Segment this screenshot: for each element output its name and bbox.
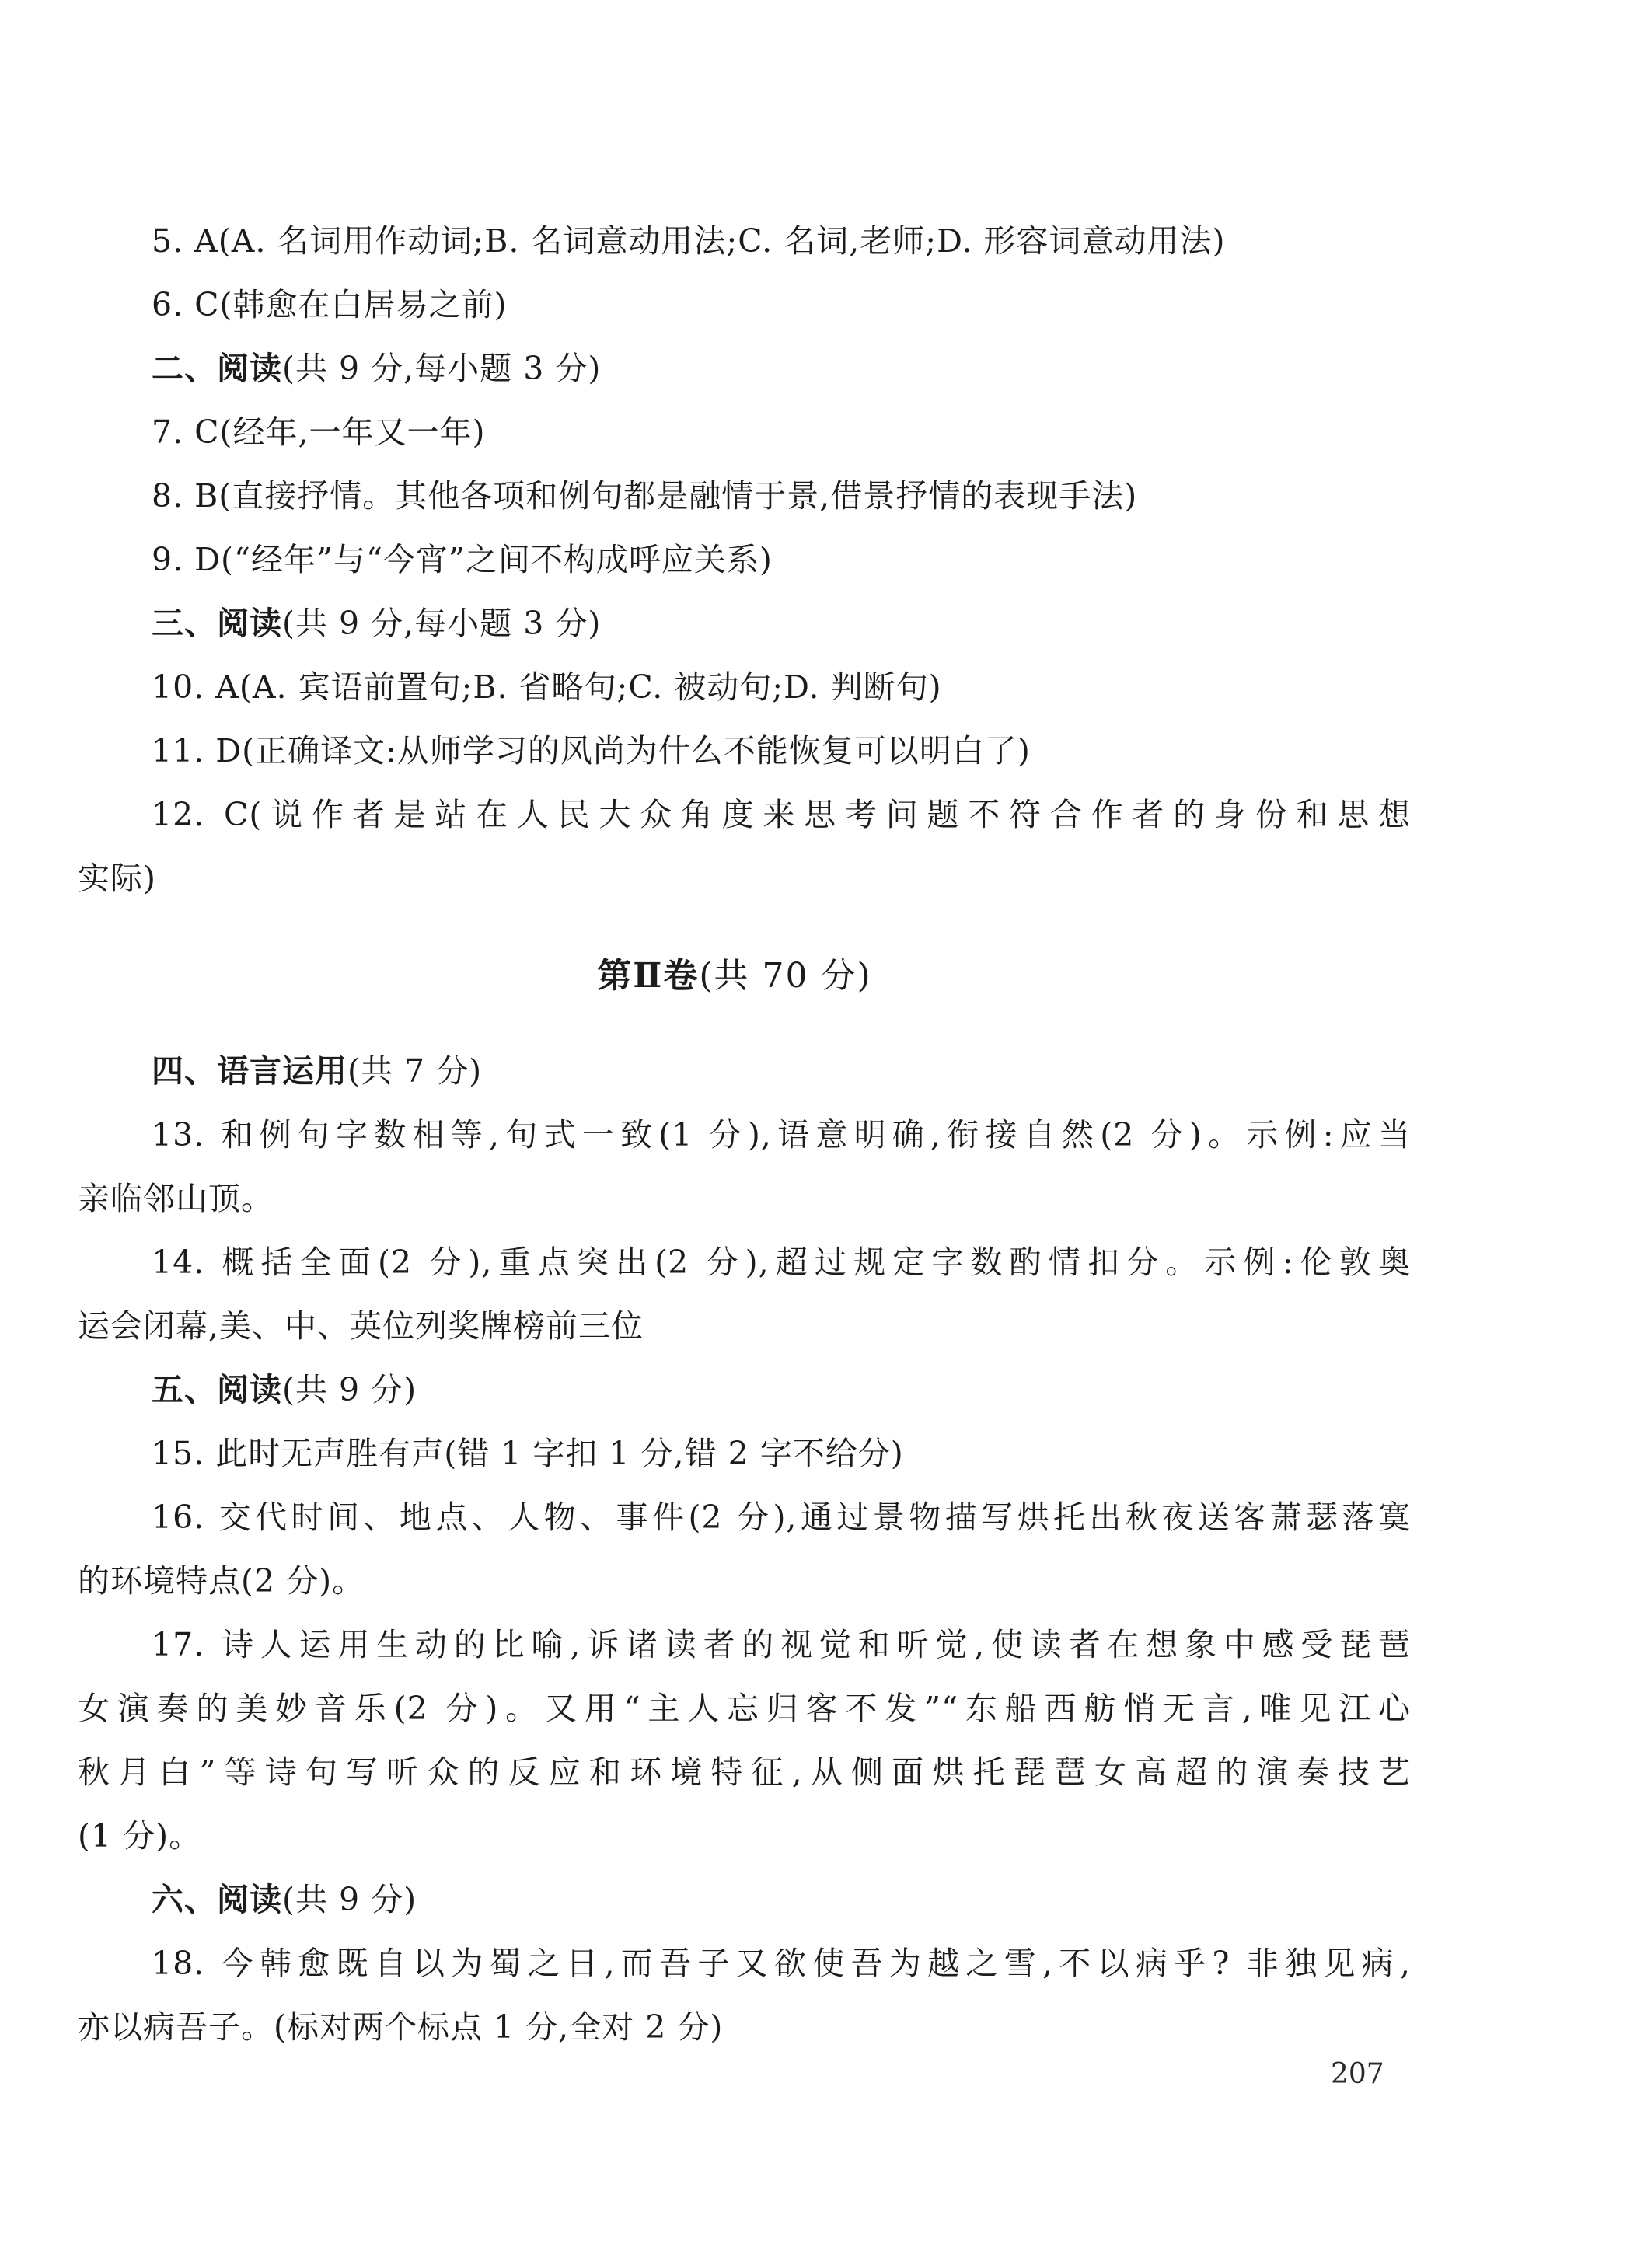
- answer-q6: 6. C(韩愈在白居易之前): [152, 286, 508, 323]
- section-heading-part4-score: (共 7 分): [347, 1052, 483, 1090]
- answer-q18-line2: 亦以病吾子。(标对两个标点 1 分,全对 2 分): [78, 2008, 724, 2046]
- section-heading-part5-score: (共 9 分): [282, 1371, 417, 1408]
- section-heading-part3-title: 三、阅读: [152, 605, 282, 642]
- answer-q15: 15. 此时无声胜有声(错 1 字扣 1 分,错 2 字不给分): [152, 1435, 904, 1472]
- answer-q18-line1: 18. 今韩愈既自以为蜀之日,而吾子又欲使吾为越之雪,不以病乎? 非独见病,: [152, 1945, 1411, 1982]
- answer-q12-line1: 12. C(说作者是站在人民大众角度来思考问题不符合作者的身份和思想: [152, 796, 1411, 833]
- answer-q11: 11. D(正确译文:从师学习的风尚为什么不能恢复可以明白了): [152, 732, 1031, 769]
- section-heading-part2-title: 二、阅读: [152, 350, 282, 387]
- section-heading-part4: [152, 1049, 1411, 1093]
- answer-q17-line3: 秋月白”等诗句写听众的反应和环境特征,从侧面烘托琵琶女高超的演奏技艺: [78, 1753, 1411, 1791]
- section-heading-part3-score: (共 9 分,每小题 3 分): [282, 605, 602, 642]
- answer-q5: 5. A(A. 名词用作动词;B. 名词意动用法;C. 名词,老师;D. 形容词意动用法): [152, 222, 1226, 260]
- section-heading-part6: [152, 1878, 1411, 1921]
- answer-q10: 10. A(A. 宾语前置句;B. 省略句;C. 被动句;D. 判断句): [152, 668, 942, 706]
- section-heading-part4-title: 四、语言运用: [152, 1052, 347, 1090]
- answer-q14-line2: 运会闭幕,美、中、英位列奖牌榜前三位: [78, 1307, 644, 1345]
- section-heading-part5: [152, 1368, 1411, 1411]
- answer-q12-line2: 实际): [78, 860, 156, 897]
- answer-q17-line2: 女演奏的美妙音乐(2 分)。又用“主人忘归客不发”“东船西舫悄无言,唯见江心: [78, 1690, 1411, 1727]
- answer-q13-line2: 亲临邻山顶。: [78, 1180, 274, 1217]
- volume-2-title: [0, 953, 1469, 1000]
- answer-q14-line1: 14. 概括全面(2 分),重点突出(2 分),超过规定字数酌情扣分。示例:伦敦奥: [152, 1244, 1411, 1281]
- section-heading-part5-title: 五、阅读: [152, 1371, 282, 1408]
- answer-q7: 7. C(经年,一年又一年): [152, 413, 486, 451]
- volume-2-title-score: (共 70 分): [699, 956, 872, 996]
- answer-q9: 9. D(“经年”与“今宵”之间不构成呼应关系): [152, 541, 773, 578]
- page-number: 207: [1331, 2058, 1384, 2090]
- answer-q13-line1: 13. 和例句字数相等,句式一致(1 分),语意明确,衔接自然(2 分)。示例:应当: [152, 1116, 1411, 1153]
- section-heading-part6-title: 六、阅读: [152, 1881, 282, 1918]
- section-heading-part2-score: (共 9 分,每小题 3 分): [282, 350, 602, 387]
- section-heading-part2: [152, 347, 1411, 390]
- section-heading-part6-score: (共 9 分): [282, 1881, 417, 1918]
- answer-q17-line1: 17. 诗人运用生动的比喻,诉诸读者的视觉和听觉,使读者在想象中感受琵琶: [152, 1626, 1411, 1663]
- answer-q16-line1: 16. 交代时间、地点、人物、事件(2 分),通过景物描写烘托出秋夜送客萧瑟落寞: [152, 1499, 1411, 1536]
- answer-q8: 8. B(直接抒情。其他各项和例句都是融情于景,借景抒情的表现手法): [152, 477, 1138, 515]
- volume-2-title-label: 第Ⅱ卷: [597, 956, 700, 996]
- section-heading-part3: [152, 602, 1411, 645]
- answer-q16-line2: 的环境特点(2 分)。: [78, 1562, 365, 1600]
- answer-q17-line4: (1 分)。: [78, 1817, 202, 1855]
